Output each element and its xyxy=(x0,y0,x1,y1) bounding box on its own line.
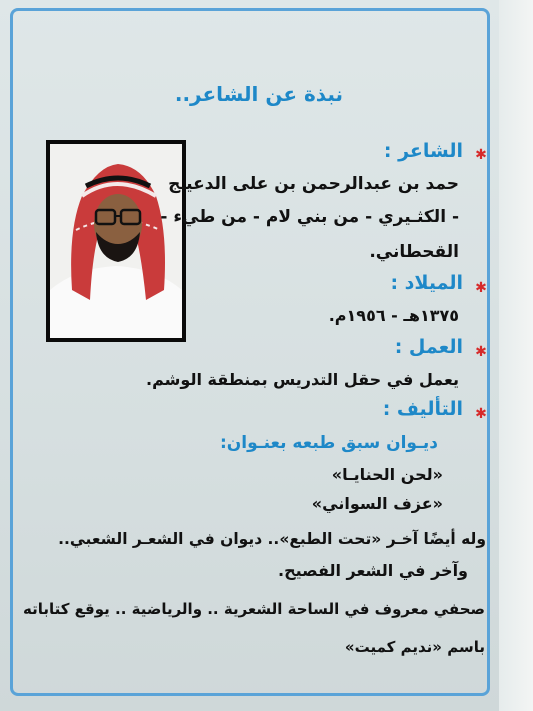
authorship-heading: التأليف : xyxy=(382,398,463,420)
bullet-star-icon: ✱ xyxy=(475,406,487,422)
book-title-1: «لحن الحنايـا» xyxy=(331,465,443,484)
bullet-star-icon: ✱ xyxy=(475,280,487,296)
poet-name-line-1: حمد بن عبدالرحمن بن على الدعيـج xyxy=(168,174,459,194)
bullet-star-icon: ✱ xyxy=(475,147,487,163)
poet-name-line-3: القحطاني. xyxy=(369,242,459,262)
bullet-star-icon: ✱ xyxy=(475,344,487,360)
poet-name-line-2: - الكثـيري - من بني لام - من طيء - xyxy=(160,207,459,227)
poet-heading: الشاعر : xyxy=(383,140,463,162)
book-title-2: «عزف السواني» xyxy=(311,494,443,513)
birth-heading: الميلاد : xyxy=(390,272,463,294)
authorship-line-1: وله أيضًا آخـر «تحت الطبع».. ديوان في الشعـر الشعبي.. xyxy=(58,530,486,548)
work-heading: العمل : xyxy=(394,336,463,358)
birth-value: ١٣٧٥هـ - ١٩٥٦م. xyxy=(328,306,459,325)
work-value: يعمل في حقل التدريس بمنطقة الوشم. xyxy=(146,370,459,389)
poet-portrait xyxy=(46,140,186,342)
page-title: نبذة عن الشاعر.. xyxy=(174,82,343,106)
authorship-line-2: وآخر في الشعر الفصيح. xyxy=(278,561,468,580)
footer-line-1: صحفي معروف في الساحة الشعرية .. والرياضية .. يوقع كتاباته xyxy=(22,600,485,618)
footer-line-2: باسم «نديم كميت» xyxy=(344,638,485,656)
page-edge xyxy=(499,0,533,711)
authorship-subheading: ديـوان سبق طبعه بعنـوان: xyxy=(219,433,438,453)
portrait-image xyxy=(46,140,186,342)
